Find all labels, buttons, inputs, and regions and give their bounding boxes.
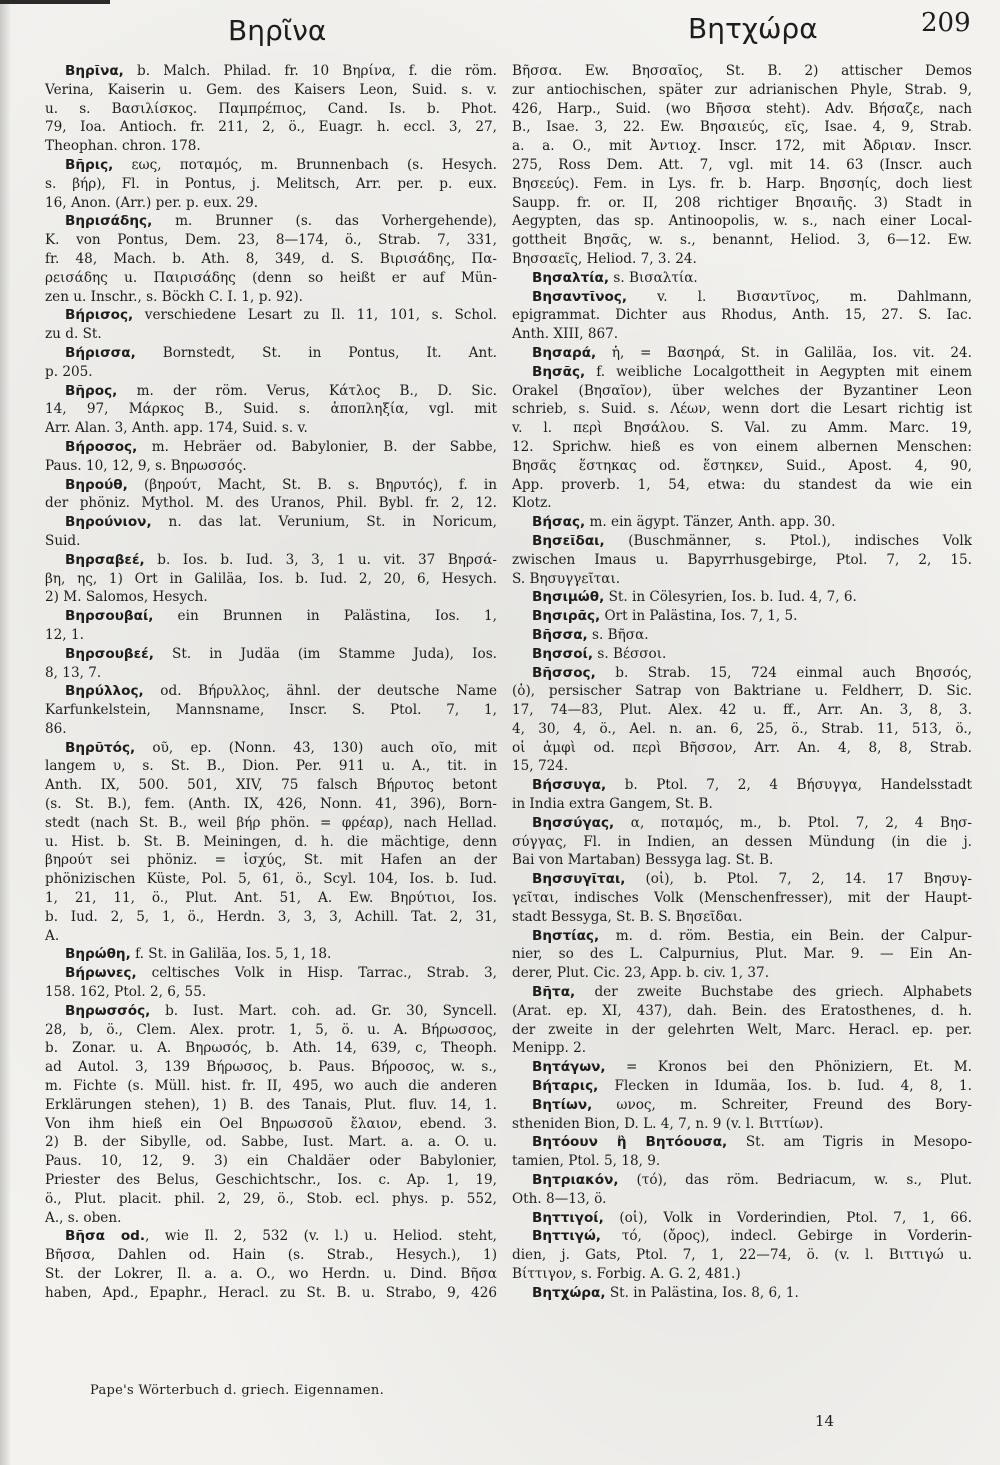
entry-headword-line: Βησιμώθ, St. in Cölesyrien, Ios. b. Iud. 4, 7, 6. (532, 589, 857, 606)
headword: Βήταρις, (532, 1078, 599, 1095)
entry-text-line: Βῆσσα. Ew. Βησσαῖος, St. B. 2) attischer Demos (512, 63, 972, 79)
entry-text-line: p. 205. (45, 363, 93, 380)
entry-text-line: 158. 162, Ptol. 2, 6, 55. (45, 984, 207, 1001)
page-number: 209 (921, 8, 971, 38)
entry-text-line: 86. (45, 720, 67, 737)
headword: Βηρῖνα, (65, 63, 124, 79)
entry-text-line: 15, 724. (512, 758, 569, 775)
entry-headword-line: Βησαντῖνος, v. l. Βισαντῖνος, m. Dahlmann, (532, 288, 972, 305)
entry-text-line: 4, 30, 4, ö., Ael. n. an. 6, 25, ö., Strab. 11, 513, ö., (512, 720, 972, 737)
entry-text-line: stheniden Bion, D. L. 4, 7, n. 9 (v. l. Βιττίων). (512, 1115, 824, 1132)
entry-text-line: 79, Ioa. Antioch. fr. 211, 2, ö., Euagr. h. eccl. 3, 27, (45, 119, 497, 136)
entry-headword-line: Βηρσαβεέ, b. Ios. b. Iud. 3, 3, 1 u. vit. 37 Βηρσά- (65, 551, 497, 568)
entry-text-line: v. l. περὶ Βησάλου. S. Val. zu Amm. Marc. 19, (512, 420, 972, 437)
entry-text-line: Aegypten, das sp. Antinoopolis, w. s., nach einer Local- (512, 213, 972, 230)
entry-headword-line: Βητριακόν, (τό), das röm. Bedriacum, w. s., Plut. (532, 1172, 972, 1189)
entry-headword-line: Βηρῖνα, b. Malch. Philad. fr. 10 Βηρίνα, f. die röm. (65, 63, 497, 79)
entry-headword-line: Βῆρις, εως, ποταμός, m. Brunnenbach (s. Hesych. (65, 156, 497, 173)
entry-text-line: Βησεεύς). Fem. in Lys. fr. b. Harp. Βησσηίς, doch liest (512, 175, 972, 192)
headword: Βῆρις, (65, 156, 114, 173)
headword: Βήσας, (532, 514, 586, 531)
entry-text-line: gottheit Βησᾶς, w. s., benannt, Heliod. 3, 6—12. Ew. (512, 232, 972, 249)
entry-text-line: m. Fichte (s. Müll. hist. fr. II, 495, wo auch die anderen (45, 1078, 497, 1095)
entry-headword-line: Βῆσσα, s. Βῆσα. (532, 626, 649, 643)
entry-headword-line: Βηττιγώ, τό, (ὄρος), indecl. Gebirge in Vorderin- (532, 1228, 972, 1245)
entry-text-line: in India extra Gangem, St. B. (512, 796, 713, 813)
headword: Βηρώθη, (65, 946, 131, 963)
headword: Βησσυγῖται, (532, 871, 626, 888)
headword: Βηρσουβαί, (65, 608, 154, 625)
headword: Βητίων, (532, 1096, 593, 1113)
headword: Βησαντῖνος, (532, 288, 628, 305)
entry-text-line: nier, so des L. Calpurnius, Plut. Mar. 9. — Ein An- (512, 946, 972, 963)
entry-text-line: 1, 21, 11, ö., Plut. Ant. 51, A. Ew. Βηρύτιοι, Ios. (45, 890, 497, 907)
headword: Βηρῦτός, (65, 739, 136, 756)
entry-text-line: (ὁ), persischer Satrap von Baktriane u. Feldherr, D. Sic. (512, 683, 972, 700)
headword: Βήροσος, (65, 438, 138, 455)
headword: Βησιρᾶς, (532, 608, 601, 625)
entry-text-line: οἱ ἀμφὶ od. περὶ Βῆσσον, Arr. An. 4, 8, 8, Strab. (512, 739, 972, 756)
entry-text-line: phönizischen Küste, Pol. 5, 61, ö., Scyl. 104, Ios. b. Iud. (45, 871, 497, 888)
headword: Βηρωσσός, (65, 1002, 151, 1019)
entry-text-line: βη, ης, 1) Ort in Galiläa, Ios. b. Iud. 2, 20, 6, Hesych. (45, 570, 497, 587)
entry-text-line: 12. Sprichw. hieß es von einem albernen Menschen: (512, 438, 972, 455)
entry-headword-line: Βῆτα, der zweite Buchstabe des griech. Alphabets (532, 984, 972, 1001)
headword: Βήρωνες, (65, 965, 137, 982)
headword: Βησιμώθ, (532, 589, 605, 606)
entry-headword-line: Βήταρις, Flecken in Idumäa, Ios. b. Iud. 4, 8, 1. (532, 1078, 972, 1095)
entry-headword-line: Βηρῦτός, οῦ, ep. (Nonn. 43, 130) auch οῖο, mit (65, 739, 497, 756)
entry-text-line: Saupp. fr. or. II, 208 richtiger Βησαιῆς. 3) Stadt in (512, 194, 972, 211)
entry-text-line: Βησᾶς ἕστηκας od. ἕστηκεν, Suid., Apost. 4, 90, (512, 457, 972, 474)
entry-headword-line: Βήροσος, m. Hebräer od. Babylonier, B. der Sabbe, (65, 438, 497, 455)
right-column (512, 62, 972, 1303)
page-edge-shadow (0, 0, 10, 1465)
entry-text-line: B., Isae. 3, 22. Ew. Βησαιεύς, εῖς, Isae. 4, 9, Strab. (512, 119, 972, 136)
headword: Βηττιγοί, (532, 1209, 604, 1226)
entry-text-line: ö., Plut. placit. phil. 2, 29, ö., Stob. ecl. phys. p. 552, (45, 1190, 497, 1207)
entry-text-line: 8, 13, 7. (45, 664, 102, 681)
entry-text-line: haben, Apd., Epaphr., Heracl. zu St. B. u. Strabo, 9, 426 (45, 1284, 497, 1301)
headword: Βηρούνιον, (65, 514, 152, 531)
entry-text-line: ad Autol. 3, 139 Βήρωσος, b. Paus. Βήροσος, w. s., (45, 1059, 497, 1076)
headword: Βῆσα od. (65, 1228, 146, 1245)
entry-text-line: tamien, Ptol. 5, 18, 9. (512, 1153, 661, 1170)
running-head-right: Βητχώρα (688, 12, 818, 45)
headword: Βῆρος, (65, 382, 118, 399)
entry-headword-line: Βήρισσα, Bornstedt, St. in Pontus, It. Ant. (65, 344, 497, 361)
entry-headword-line: Βῆσα od., wie Il. 2, 532 (v. l.) u. Heliod. steht, (65, 1228, 497, 1245)
entry-text-line: Karfunkelstein, Mannsname, Inscr. S. Ptol. 7, 1, (45, 702, 497, 719)
entry-text-line: K. von Pontus, Dem. 23, 8—174, ö., Strab. 7, 331, (45, 232, 497, 249)
entry-headword-line: Βησσύγας, α, ποταμός, m., b. Ptol. 7, 2, 4 Βησ- (532, 814, 972, 831)
entry-headword-line: Βηττιγοί, (οἱ), Volk in Vorderindien, Ptol. 7, 1, 66. (532, 1209, 972, 1226)
entry-headword-line: Βηρσουβεέ, St. in Judäa (im Stamme Juda), Ios. (65, 645, 497, 662)
entry-text-line: Orakel (Βησαῖον), über welches der Byzantiner Leon (512, 382, 972, 399)
entry-text-line: ρεισάδης u. Παιρισάδης (denn so heißt er auf Mün- (45, 269, 497, 286)
entry-text-line: S. Βησυγγεῖται. (512, 570, 621, 587)
entry-text-line: Anth. XIII, 867. (512, 326, 619, 343)
headword: Βητριακόν, (532, 1172, 619, 1189)
entry-text-line: u. Hist. b. St. B. Meiningen, d. h. die mächtige, denn (45, 833, 497, 850)
running-head-left: Βηρῖνα (228, 14, 327, 47)
entry-text-line: A., s. oben. (45, 1209, 122, 1226)
headword: Βηρύλλος, (65, 683, 144, 700)
entry-headword-line: Βηρισάδης, m. Brunner (s. das Vorhergehende), (65, 213, 497, 230)
entry-text-line: Paus. 10, 12, 9. 3) ein Chaldäer oder Babylonier, (45, 1153, 497, 1170)
entry-headword-line: Βήρωνες, celtisches Volk in Hisp. Tarrac., Strab. 3, (65, 965, 497, 982)
entry-headword-line: Βηρούνιον, n. das lat. Verunium, St. in Noricum, (65, 514, 497, 531)
entry-text-line: stadt Bessyga, St. B. S. Βησεῖδαι. (512, 908, 743, 925)
headword: Βησσοί, (532, 645, 594, 662)
entry-headword-line: Βησιρᾶς, Ort in Palästina, Ios. 7, 1, 5. (532, 608, 798, 625)
headword: Βήσσυγα, (532, 777, 607, 794)
entry-text-line: Oth. 8—13, ö. (512, 1190, 607, 1207)
headword: Βησεῖδαι, (532, 532, 605, 549)
entry-headword-line: Βηρούθ, (βηρούτ, Macht, St. B. s. Βηρυτός), f. in (65, 476, 497, 493)
entry-text-line: St. der Lokrer, Il. a. a. O., wo Herdn. u. Dind. Βῆσα (45, 1266, 497, 1282)
entry-text-line: 17, 74—83, Plut. Alex. 42 u. ff., Arr. An. 3, 8, 3. (512, 702, 972, 719)
entry-headword-line: Βησεῖδαι, (Buschmänner, s. Ptol.), indisches Volk (532, 532, 972, 549)
entry-headword-line: Βησᾶς, f. weibliche Localgottheit in Aegypten mit einem (532, 363, 972, 380)
entry-headword-line: Βῆρος, m. der röm. Verus, Κάτλος Β., D. Sic. (65, 382, 497, 399)
headword: Βηρσαβεέ, (65, 551, 145, 568)
entry-text-line: (s. St. B.), fem. (Anth. IX, 426, Nonn. 41, 396), Born- (45, 796, 497, 813)
entry-text-line: Βησσαεῖς, Heliod. 7, 3. 24. (512, 250, 697, 267)
entry-text-line: Erklärungen stehen), 1) B. des Tanais, Plut. fluv. 14, 1. (45, 1096, 497, 1113)
entry-text-line: Klotz. (512, 495, 552, 512)
entry-text-line: Von ihm hieß ein Oel Βηρωσσοῦ ἔλαιον, ebend. 3. (45, 1115, 497, 1132)
entry-text-line: σύγγας, Fl. in Indien, an dessen Mündung (in die j. (512, 833, 972, 850)
entry-text-line: derer, Plut. Cic. 23, App. b. civ. 1, 37. (512, 965, 770, 982)
entry-text-line: u. s. Βασιλίσκος. Παμπρέπιος, Cand. Is. b. Phot. (45, 100, 497, 117)
entry-text-line: βηρούτ sei phöniz. = ἰσχύς, St. mit Hafen an der (45, 852, 497, 869)
entry-headword-line: Βηστίας, m. d. röm. Bestia, ein Bein. der Calpur- (532, 927, 972, 944)
entry-text-line: Arr. Alan. 3, Anth. app. 174, Suid. s. v. (45, 420, 308, 437)
entry-text-line: Paus. 10, 12, 9, s. Βηρωσσός. (45, 457, 247, 474)
entry-text-line: 426, Harp., Suid. (wo Βῆσσα steht). Adv. Βήσαζε, nach (512, 100, 972, 117)
entry-text-line: stedt (nach St. B., weil βήρ phön. = φρέαρ), nach Hellad. (45, 814, 497, 831)
entry-text-line: schrieb, s. Suid. s. Λέων, wenn dort die Lesart richtig ist (512, 401, 972, 418)
headword: Βησαρά, (532, 344, 597, 361)
entry-text-line: Theophan. chron. 178. (45, 138, 201, 155)
entry-text-line: der phöniz. Mythol. M. des Uranos, Phil. Bybl. fr. 2, 12. (45, 495, 497, 512)
entry-text-line: 2) M. Salomos, Hesych. (45, 589, 208, 606)
entry-headword-line: Βησαλτία, s. Βισαλτία. (532, 269, 698, 286)
entry-text-line: Bai von Martaban) Bessyga lag. St. B. (512, 852, 774, 869)
entry-text-line: γεῖται, indisches Volk (Menschenfresser), mit der Haupt- (512, 890, 972, 907)
headword: Βηρούθ, (65, 476, 128, 493)
entry-text-line: 2) B. der Sibylle, od. Sabbe, Iust. Mart. a. a. O. u. (45, 1134, 497, 1151)
headword: Βησαλτία, (532, 269, 610, 286)
entry-headword-line: Βηρωσσός, b. Iust. Mart. coh. ad. Gr. 30, Syncell. (65, 1002, 497, 1019)
entry-text-line: zu d. St. (45, 326, 102, 343)
entry-text-line: App. proverb. 1, 54, etwa: du standest da wie ein (512, 476, 972, 493)
headword: Βῆσσος, (532, 664, 596, 681)
entry-text-line: Verina, Kaiserin u. Gem. des Kaisers Leon, Suid. s. v. (45, 81, 497, 98)
entry-headword-line: Βητχώρα, St. in Palästina, Ios. 8, 6, 1. (532, 1284, 799, 1301)
entry-headword-line: Βήσας, m. ein ägypt. Tänzer, Anth. app. 30. (532, 514, 836, 531)
book-title-footer: Pape's Wörterbuch d. griech. Eigennamen. (90, 1383, 385, 1398)
entry-text-line: Anth. IX, 500. 501, XIV, 75 falsch Βήρυτος betont (45, 777, 497, 794)
headword: Βησσύγας, (532, 814, 615, 831)
entry-headword-line: Βητίων, ωνος, m. Schreiter, Freund des Bory- (532, 1096, 972, 1113)
entry-text-line: a. a. O., mit Ἀντιοχ. Inscr. 172, mit Ἀδριαν. Inscr. (512, 138, 972, 155)
entry-headword-line: Βησσοί, s. Βέσσοι. (532, 645, 667, 662)
headword: Βησᾶς, (532, 363, 586, 380)
headword: Βηττιγώ, (532, 1228, 601, 1245)
headword: Βητχώρα, (532, 1284, 606, 1301)
entry-headword-line: Βησσυγῖται, (οἱ), b. Ptol. 7, 2, 14. 17 Βησυγ- (532, 871, 972, 888)
entry-text-line: Βίττιγον, s. Forbig. A. G. 2, 481.) (512, 1266, 741, 1282)
headword: Βηστίας, (532, 927, 600, 944)
entry-text-line: (Arat. ep. XI, 437), dah. Bein. des Eratosthenes, d. h. (512, 1002, 972, 1019)
entry-text-line: 16, Anon. (Arr.) per. p. eux. 29. (45, 194, 259, 211)
entry-headword-line: Βηρύλλος, od. Βήρυλλος, ähnl. der deutsche Name (65, 683, 497, 700)
headword: Βήρισσα, (65, 344, 136, 361)
headword: Βῆσσα, (532, 626, 588, 643)
entry-text-line: b. Zonar. u. A. Βηρωσός, b. Ath. 14, 639, c, Theoph. (45, 1040, 497, 1057)
entry-text-line: 14, 97, Μάρκος Β., Suid. s. ἀποπληξία, vgl. mit (45, 401, 497, 418)
headword: Βηρσουβεέ, (65, 645, 154, 662)
headword: Βῆτα, (532, 984, 576, 1001)
signature-mark: 14 (815, 1412, 835, 1430)
entry-headword-line: Βῆσσος, b. Strab. 15, 724 einmal auch Βησσός, (532, 664, 972, 681)
left-column (45, 62, 497, 1303)
entry-text-line: zur antiochischen, später zur adrianischen Phyle, Strab. 9, (512, 81, 972, 98)
entry-headword-line: Βήρισος, verschiedene Lesart zu Il. 11, 101, s. Schol. (65, 307, 497, 324)
entry-text-line: b. Iud. 2, 5, 1, ö., Herdn. 3, 3, 3, Achill. Tat. 2, 31, (45, 908, 497, 925)
headword: Βηρισάδης, (65, 213, 153, 230)
entry-text-line: Βῆσσα, Dahlen od. Hain (s. Strab., Hesych.), 1) (45, 1247, 497, 1264)
entry-text-line: 12, 1. (45, 626, 84, 643)
entry-text-line: s. βήρ), Fl. in Pontus, j. Melitsch, Arr. per. p. eux. (45, 175, 497, 192)
entry-text-line: A. (45, 927, 60, 944)
entry-text-line: langem υ, s. St. B., Dion. Per. 911 u. A., tit. in (45, 758, 497, 775)
entry-text-line: zen u. Inschr., s. Böckh C. I. 1, p. 92). (45, 288, 303, 305)
entry-text-line: Suid. (45, 532, 81, 549)
entry-text-line: Menipp. 2. (512, 1040, 587, 1057)
entry-text-line: 28, b, ö., Clem. Alex. protr. 1, 5, ö. u. A. Βήρωσσος, (45, 1021, 497, 1038)
entry-text-line: fr. 48, Mach. b. Ath. 8, 349, d. S. Βιρισάδης, Πα- (45, 250, 497, 267)
entry-text-line: dien, j. Gats, Ptol. 7, 1, 22—74, ö. (v. l. Βιττιγώ u. (512, 1247, 972, 1264)
headword: Βητάγων, (532, 1059, 606, 1076)
entry-headword-line: Βητάγων, = Kronos bei den Phöniziern, Et. M. (532, 1059, 972, 1076)
entry-headword-line: Βηρσουβαί, ein Brunnen in Palästina, Ios. 1, (65, 608, 497, 625)
entry-text-line: der zweite in der gelehrten Welt, Marc. Heracl. ep. per. (512, 1021, 972, 1038)
entry-headword-line: Βήσσυγα, b. Ptol. 7, 2, 4 Βήσυγγα, Handelsstadt (532, 777, 972, 794)
entry-headword-line: Βησαρά, ἡ, = Βασηρά, St. in Galiläa, Ios. vit. 24. (532, 344, 972, 361)
entry-headword-line: Βητόουν ἢ Βητόουσα, St. am Tigris in Mesopo- (532, 1134, 972, 1151)
entry-text-line: Priester des Belus, Geschichtschr., Ios. c. Ap. 1, 19, (45, 1172, 497, 1189)
entry-text-line: 275, Ross Dem. Att. 7, vgl. mit 14. 63 (Inscr. auch (512, 156, 972, 173)
entry-text-line: zwischen Imaus u. Bapyrrhusgebirge, Ptol. 7, 2, 15. (512, 551, 972, 568)
entry-headword-line: Βηρώθη, f. St. in Galiläa, Ios. 5, 1, 18. (65, 946, 332, 963)
top-rule (0, 0, 110, 4)
headword: Βήρισος, (65, 307, 134, 324)
entry-text-line: epigrammat. Dichter aus Rhodus, Anth. 15, 27. S. Iac. (512, 307, 972, 324)
headword: Βητόουν ἢ Βητόουσα, (532, 1134, 728, 1151)
